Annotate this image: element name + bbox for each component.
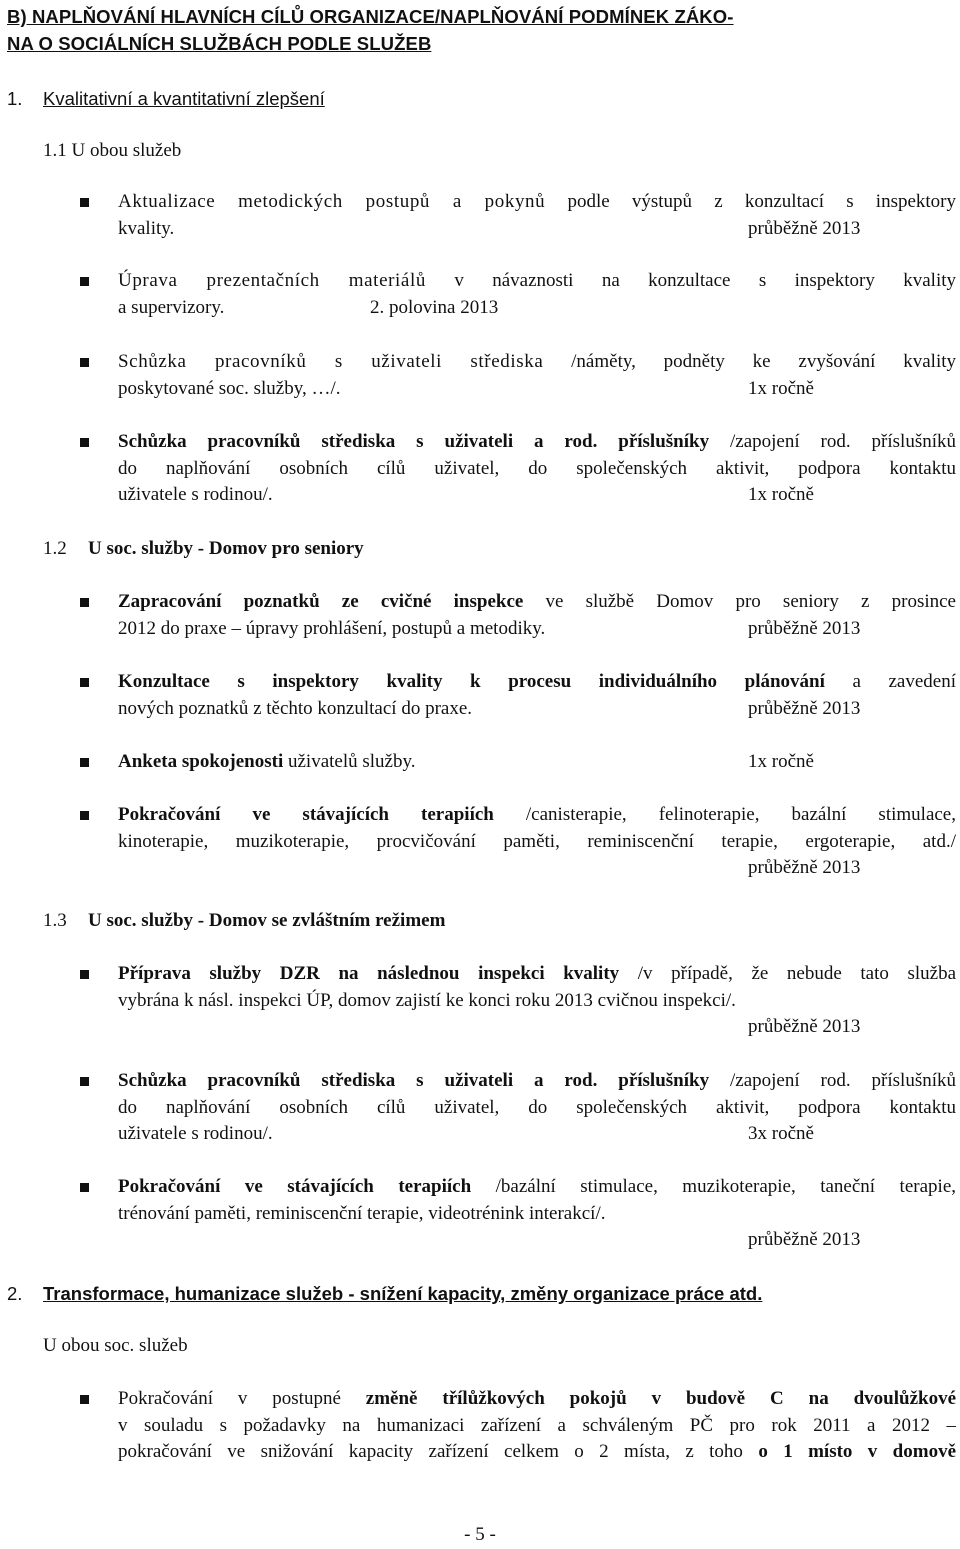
item-emphasis: Zapracování poznatků ze cvičné inspekce	[118, 591, 524, 612]
item-line: kinoterapie, muzikoterapie, procvičování paměti, reminiscenční terapie, ergoterapie, atd./	[118, 830, 956, 852]
item-line	[118, 749, 956, 776]
list-item	[80, 802, 956, 882]
item-text-cont: nových poznatků z těchto konzultací do praxe.	[118, 697, 473, 719]
item-emphasis: o 1 místo v domově	[758, 1441, 957, 1462]
item-emphasis: Úprava prezentačních materiálů	[118, 270, 426, 291]
item-text-rest: pokračování ve snižování kapacity zařízení celkem o 2 místa, z toho	[118, 1441, 743, 1462]
item-line	[118, 1174, 956, 1201]
subsection-1-2-heading	[43, 536, 364, 563]
item-line	[118, 669, 956, 696]
item-text	[118, 669, 956, 722]
item-deadline: průběžně 2013	[748, 1229, 861, 1250]
item-line	[118, 961, 956, 988]
item-line: v souladu s požadavky na humanizaci zařízení a schváleným PČ pro rok 2011 a 2012 –	[118, 1414, 956, 1436]
item-text	[118, 1174, 956, 1254]
section-title: Transformace, humanizace služeb - snížení kapacity, změny organizace práce atd.	[43, 1283, 763, 1304]
item-deadline: 1x ročně	[748, 377, 814, 399]
list-item	[80, 589, 956, 642]
item-text	[118, 268, 956, 321]
item-line	[118, 1439, 956, 1466]
item-line: trénování paměti, reminiscenční terapie, videotrénink interakcí/.	[118, 1202, 606, 1224]
item-text	[118, 749, 956, 776]
square-bullet-icon	[80, 198, 89, 207]
item-text-rest: /canisterapie, felinoterapie, bazální stimulace,	[525, 804, 956, 825]
subsection-title: 1.1 U obou služeb	[43, 140, 182, 161]
section-b-heading	[7, 4, 952, 57]
item-text-cont: uživatele s rodinou/.	[118, 484, 273, 505]
item-deadline: 3x ročně	[748, 1123, 814, 1144]
item-deadline: průběžně 2013	[748, 697, 861, 719]
item-deadline: 1x ročně	[748, 751, 814, 772]
item-line	[118, 268, 956, 295]
item-deadline: 1x ročně	[748, 484, 814, 505]
section-number: 2.	[7, 1283, 23, 1304]
item-deadline: průběžně 2013	[748, 217, 861, 239]
item-emphasis: Schůzka pracovníků s uživateli střediska	[118, 351, 544, 372]
subsection-number: 1.3	[43, 910, 67, 931]
item-text-cont: poskytované soc. služby, …/.	[118, 377, 341, 399]
square-bullet-icon	[80, 678, 89, 687]
item-text-cont: uživatele s rodinou/.	[118, 1123, 273, 1144]
item-emphasis: Konzultace s inspektory kvality k procesu individuálního plánování	[118, 671, 825, 692]
subsection-title: U soc. služby - Domov se zvláštním režimem	[88, 910, 446, 931]
item-text-rest: ve službě Domov pro seniory z prosince	[545, 591, 956, 612]
item-line	[118, 696, 956, 723]
item-text	[118, 429, 956, 509]
item-emphasis: Anketa spokojenosti	[118, 751, 284, 772]
subsection-1-3-heading	[43, 908, 446, 935]
list-item	[80, 1068, 956, 1148]
list-item	[80, 189, 956, 242]
square-bullet-icon	[80, 1183, 89, 1192]
list-item	[80, 429, 956, 509]
item-line	[118, 616, 956, 643]
item-line	[118, 429, 956, 456]
subsection-title: U obou soc. služeb	[43, 1335, 188, 1356]
item-line	[118, 1386, 956, 1413]
item-deadline: průběžně 2013	[748, 1016, 861, 1037]
item-text	[118, 589, 956, 642]
item-text-rest: /náměty, podněty ke zvyšování kvality	[571, 351, 956, 372]
square-bullet-icon	[80, 970, 89, 979]
subsection-2-heading	[43, 1333, 188, 1360]
square-bullet-icon	[80, 1395, 89, 1404]
item-emphasis: změně třílůžkových pokojů v budově C na dvoulůžkové	[365, 1388, 956, 1409]
item-text-cont: kvality.	[118, 217, 175, 239]
heading-line-1: B) NAPLŇOVÁNÍ HLAVNÍCH CÍLŮ ORGANIZACE/NAPLŇOVÁNÍ PODMÍNEK ZÁKO-	[7, 6, 734, 27]
section-1-heading	[7, 86, 325, 113]
item-line	[118, 855, 956, 882]
section-number: 1.	[7, 88, 23, 109]
item-text	[118, 961, 956, 1041]
item-emphasis: Pokračování ve stávajících terapiích	[118, 804, 494, 825]
item-line	[118, 295, 956, 322]
item-text-cont: 2012 do praxe – úpravy prohlášení, postupů a metodiky.	[118, 617, 546, 639]
item-line	[118, 216, 956, 243]
item-emphasis: Aktualizace metodických postupů a pokynů	[118, 191, 546, 212]
item-deadline: průběžně 2013	[748, 857, 861, 878]
list-item	[80, 1386, 956, 1466]
square-bullet-icon	[80, 1077, 89, 1086]
item-line	[118, 189, 956, 216]
item-text-rest: /v případě, že nebude tato služba	[637, 963, 957, 984]
item-text-rest: /bazální stimulace, muzikoterapie, taneční terapie,	[495, 1176, 956, 1197]
square-bullet-icon	[80, 438, 89, 447]
item-text-rest: a zavedení	[852, 671, 956, 692]
item-line	[118, 376, 956, 403]
item-text	[118, 1386, 956, 1466]
item-text	[118, 1068, 956, 1148]
item-text	[118, 349, 956, 402]
list-item	[80, 961, 956, 1041]
subsection-number: 1.2	[43, 538, 67, 559]
square-bullet-icon	[80, 758, 89, 767]
section-2-heading	[7, 1281, 763, 1308]
item-line	[118, 802, 956, 829]
item-text-rest: uživatelů služby.	[287, 751, 416, 772]
item-line: do naplňování osobních cílů uživatel, do společenských aktivit, podpora kontaktu	[118, 457, 956, 479]
square-bullet-icon	[80, 358, 89, 367]
item-emphasis: Schůzka pracovníků střediska s uživateli a rod. příslušníky	[118, 1070, 710, 1091]
page-number: - 5 -	[464, 1524, 496, 1545]
list-item	[80, 349, 956, 402]
item-text-rest: v návaznosti na konzultace s inspektory kvality	[454, 270, 956, 291]
item-line: vybrána k násl. inspekci ÚP, domov zajistí ke konci roku 2013 cvičnou inspekci/.	[118, 989, 736, 1011]
item-text	[118, 802, 956, 882]
item-text	[118, 189, 956, 242]
item-text-rest: Pokračování v postupné	[118, 1388, 341, 1409]
item-line	[118, 1068, 956, 1095]
square-bullet-icon	[80, 598, 89, 607]
item-line	[118, 1227, 956, 1254]
heading-line-2: NA O SOCIÁLNÍCH SLUŽBÁCH PODLE SLUŽEB	[7, 32, 432, 54]
square-bullet-icon	[80, 811, 89, 820]
list-item	[80, 669, 956, 722]
subsection-title: U soc. služby - Domov pro seniory	[88, 538, 364, 559]
section-title: Kvalitativní a kvantitativní zlepšení	[43, 88, 325, 109]
item-line	[118, 349, 956, 376]
item-text-rest: podle výstupů z konzultací s inspektory	[567, 191, 957, 212]
item-text-rest: /zapojení rod. příslušníků	[730, 431, 956, 452]
item-line	[118, 1014, 956, 1041]
item-line: do naplňování osobních cílů uživatel, do společenských aktivit, podpora kontaktu	[118, 1096, 956, 1118]
item-emphasis: Schůzka pracovníků střediska s uživateli a rod. příslušníky	[118, 431, 710, 452]
square-bullet-icon	[80, 277, 89, 286]
item-text-cont: a supervizory.	[118, 296, 225, 318]
item-line	[118, 482, 956, 509]
item-text-rest: /zapojení rod. příslušníků	[730, 1070, 956, 1091]
list-item	[80, 1174, 956, 1254]
subsection-1-1-heading	[43, 138, 181, 165]
item-deadline: 2. polovina 2013	[370, 296, 499, 318]
list-item	[80, 749, 956, 776]
item-line	[118, 1121, 956, 1148]
item-deadline: průběžně 2013	[748, 617, 861, 639]
item-line	[118, 589, 956, 616]
item-emphasis: Příprava služby DZR na následnou inspekci kvality	[118, 963, 620, 984]
item-emphasis: Pokračování ve stávajících terapiích	[118, 1176, 472, 1197]
list-item	[80, 268, 956, 321]
